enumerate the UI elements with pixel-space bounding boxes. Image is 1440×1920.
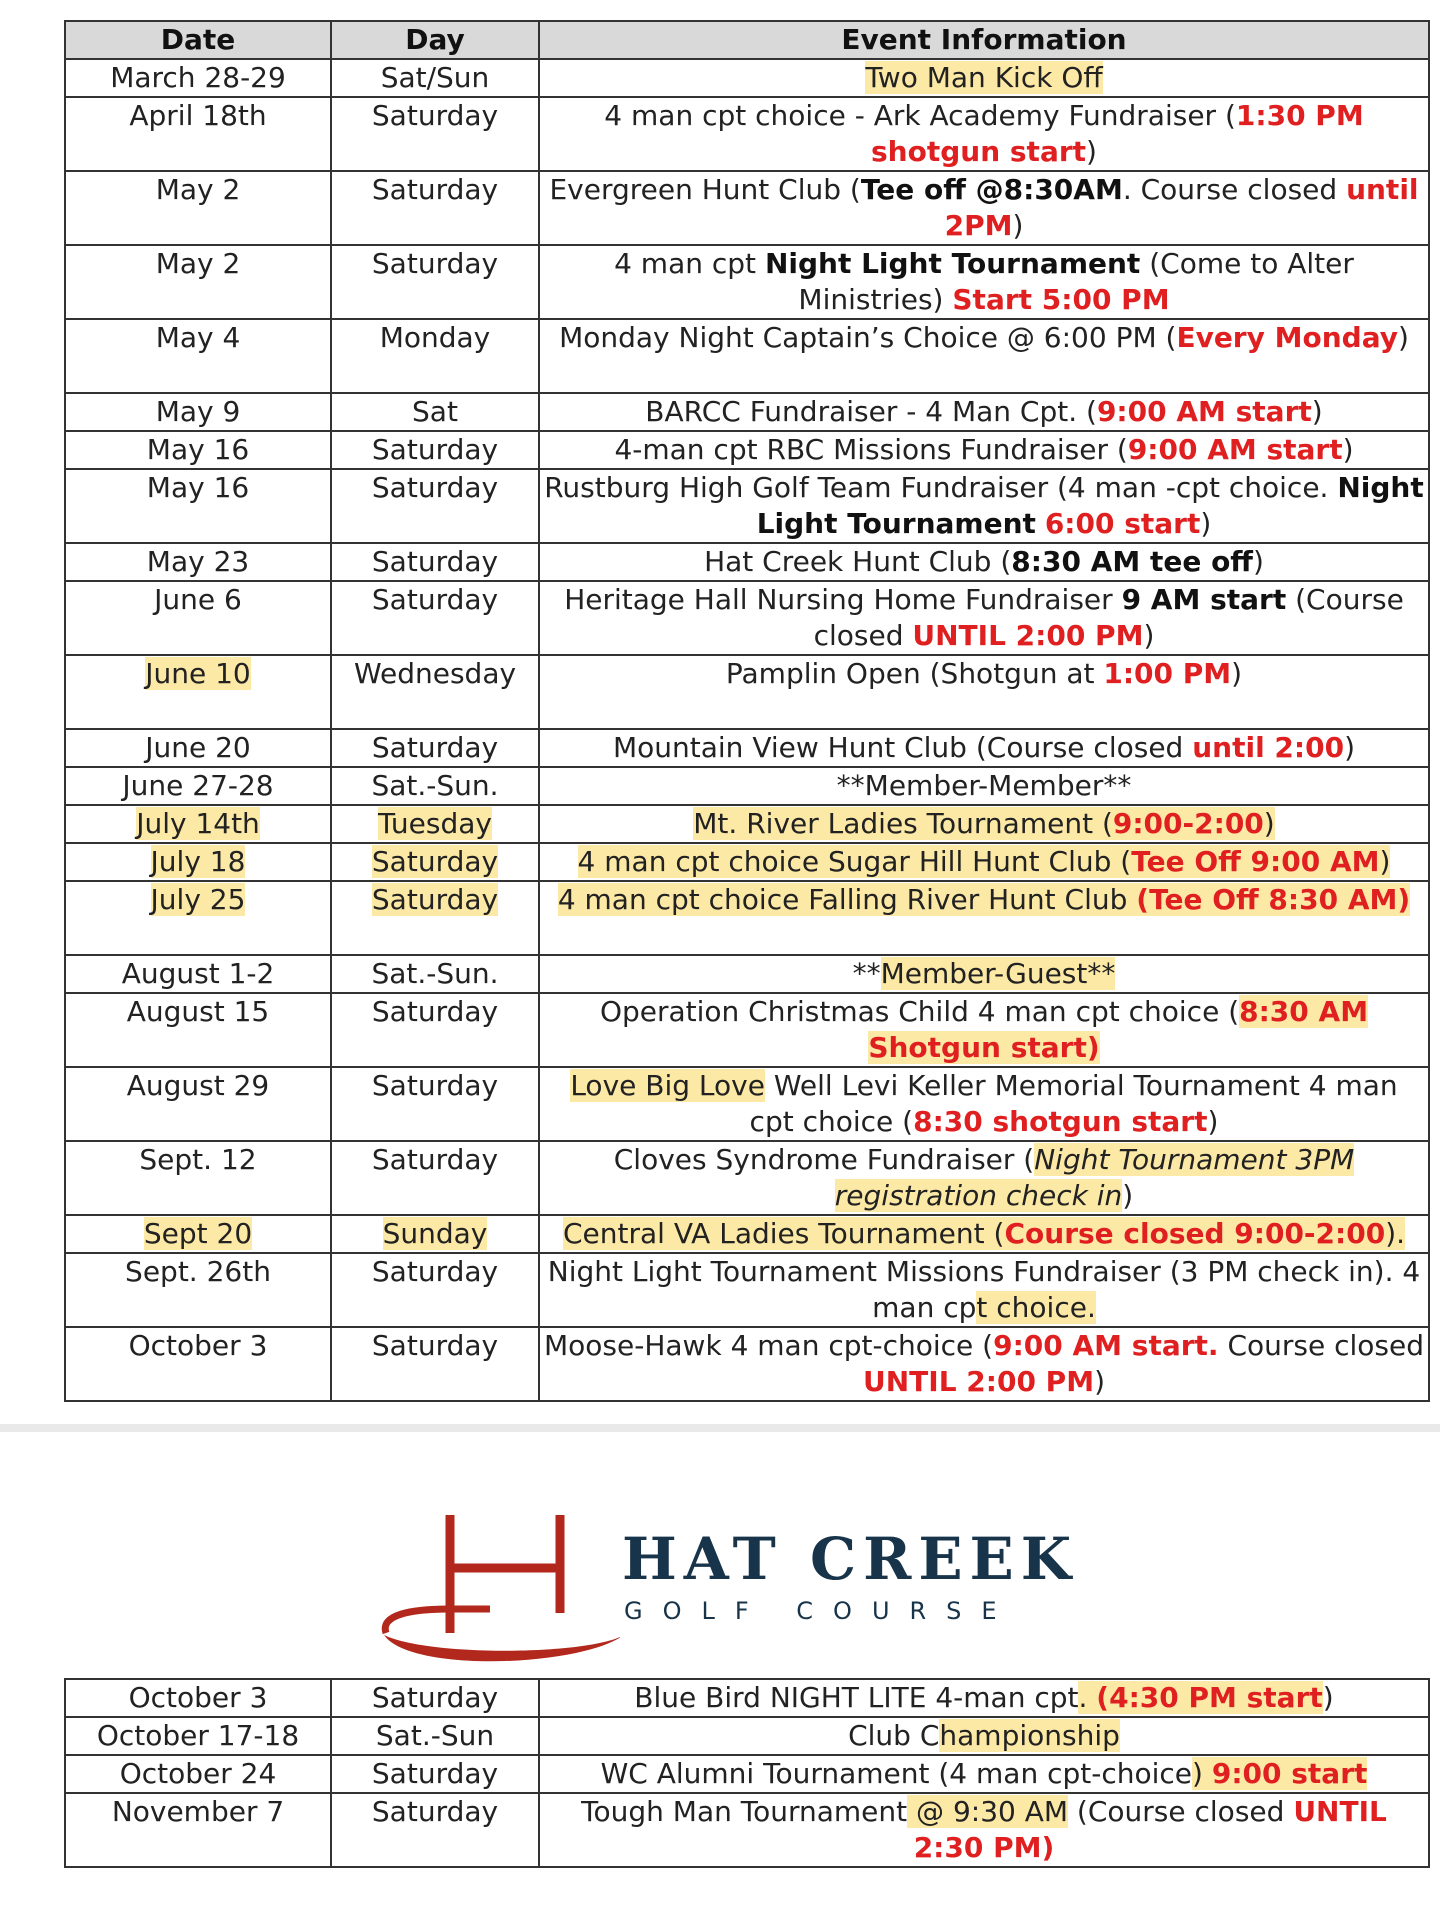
event-title: Night Light Tournament <box>756 471 1424 540</box>
date-cell: October 24 <box>65 1755 331 1793</box>
event-time: 8:30 AM Shotgun start) <box>868 995 1369 1064</box>
table-row <box>65 1793 1429 1867</box>
day-cell: Sat.-Sun. <box>331 955 539 993</box>
event-text: Rustburg High Golf Team Fundraiser (4 man -cpt choice. <box>544 471 1338 504</box>
event-text: ) <box>1397 321 1409 354</box>
event-text: ) <box>1311 395 1323 428</box>
event-text: Blue Bird NIGHT LITE 4-man cpt <box>634 1681 1079 1714</box>
logo-title: HAT CREEK <box>622 1525 1079 1593</box>
event-text: ). <box>1385 1217 1406 1250</box>
table-row <box>65 171 1429 245</box>
day-text: Sunday <box>382 1217 488 1250</box>
event-cell <box>539 1215 1429 1253</box>
event-time: 9:00 AM start <box>1127 433 1343 466</box>
event-text: ) <box>1012 209 1024 242</box>
event-text: Monday Night Captain’s Choice @ 6:00 PM ( <box>559 321 1177 354</box>
table-row <box>65 319 1429 393</box>
event-time: until 2:00 <box>1192 731 1345 764</box>
event-cell <box>539 881 1429 955</box>
event-text: Mt. River Ladies Tournament ( <box>693 807 1113 840</box>
event-cell <box>539 469 1429 543</box>
date-cell <box>65 1215 331 1253</box>
event-text: Tough Man Tournament <box>581 1795 908 1828</box>
event-text: ) <box>1192 1757 1212 1790</box>
event-text: Cloves Syndrome Fundraiser ( <box>613 1143 1035 1176</box>
day-cell: Saturday <box>331 1327 539 1401</box>
event-text: Evergreen Hunt Club ( <box>549 173 861 206</box>
event-time: Night Tournament 3PM registration check in <box>834 1143 1355 1212</box>
event-text: WC Alumni Tournament (4 man cpt-choice <box>600 1757 1193 1790</box>
table-row <box>65 1253 1429 1327</box>
date-cell: May 4 <box>65 319 331 393</box>
event-text: 4 man cpt choice - Ark Academy Fundraiser ( <box>604 99 1236 132</box>
event-text: ** <box>852 957 881 990</box>
event-text: ) <box>1086 135 1097 168</box>
day-cell: Saturday <box>331 171 539 245</box>
event-time: 9:00-2:00 <box>1112 807 1264 840</box>
header-day: Day <box>331 21 539 59</box>
date-cell: August 29 <box>65 1067 331 1141</box>
date-cell: October 3 <box>65 1327 331 1401</box>
date-text: July 14th <box>136 807 260 840</box>
date-cell: June 20 <box>65 729 331 767</box>
date-cell: April 18th <box>65 97 331 171</box>
event-time: until 2PM <box>944 173 1419 242</box>
event-time: Course closed 9:00-2:00 <box>1004 1217 1386 1250</box>
event-cell <box>539 1327 1429 1401</box>
date-cell: Sept. 12 <box>65 1141 331 1215</box>
event-text: ) <box>1207 1105 1219 1138</box>
day-text: Tuesday <box>378 807 492 840</box>
day-cell <box>331 1215 539 1253</box>
table-row <box>65 469 1429 543</box>
event-text: ) <box>1122 1179 1134 1212</box>
event-cell <box>539 805 1429 843</box>
event-time: Every Monday <box>1176 321 1398 354</box>
table-row <box>65 1755 1429 1793</box>
event-cell <box>539 543 1429 581</box>
header-date: Date <box>65 21 331 59</box>
table-header-row <box>65 21 1429 59</box>
date-cell: June 6 <box>65 581 331 655</box>
table-row <box>65 1327 1429 1401</box>
day-cell: Saturday <box>331 1679 539 1717</box>
date-cell: November 7 <box>65 1793 331 1867</box>
event-text: (Course closed <box>1068 1795 1294 1828</box>
event-cell <box>539 581 1429 655</box>
day-cell <box>331 843 539 881</box>
date-cell <box>65 843 331 881</box>
event-text: Pamplin Open (Shotgun at <box>725 657 1104 690</box>
event-title: Night Light Tournament <box>764 247 1141 280</box>
event-time: UNTIL 2:00 PM <box>912 619 1144 652</box>
day-cell: Saturday <box>331 1141 539 1215</box>
table-row <box>65 245 1429 319</box>
table-row <box>65 881 1429 955</box>
day-cell <box>331 805 539 843</box>
event-cell <box>539 655 1429 729</box>
table-row <box>65 767 1429 805</box>
date-cell: May 23 <box>65 543 331 581</box>
table-row <box>65 1141 1429 1215</box>
event-text: Hat Creek Hunt Club ( <box>704 545 1012 578</box>
day-cell: Sat/Sun <box>331 59 539 97</box>
event-text: BARCC Fundraiser - 4 Man Cpt. ( <box>645 395 1097 428</box>
event-time: Tee off @8:30AM <box>860 173 1123 206</box>
day-cell: Sat.-Sun <box>331 1717 539 1755</box>
event-text: Mountain View Hunt Club (Course closed <box>612 731 1193 764</box>
table-row <box>65 581 1429 655</box>
event-time: 9:00 AM start. <box>993 1329 1219 1362</box>
logo-subtitle: GOLF COURSE <box>624 1597 1017 1625</box>
event-time: 8:30 AM tee off <box>1011 545 1253 578</box>
date-cell: May 9 <box>65 393 331 431</box>
event-cell <box>539 843 1429 881</box>
event-text: Moose-Hawk 4 man cpt-choice ( <box>544 1329 994 1362</box>
event-text: 4-man cpt RBC Missions Fundraiser ( <box>614 433 1128 466</box>
date-cell <box>65 805 331 843</box>
event-cell <box>539 993 1429 1067</box>
table-row <box>65 1067 1429 1141</box>
table-row <box>65 993 1429 1067</box>
event-text: ) <box>1342 433 1354 466</box>
table-row <box>65 843 1429 881</box>
day-cell: Wednesday <box>331 655 539 729</box>
hat-creek-emblem-icon <box>380 1505 620 1665</box>
event-text: Two Man Kick Off <box>865 61 1103 94</box>
table-row <box>65 805 1429 843</box>
event-time: @ 9:30 AM <box>907 1795 1069 1828</box>
date-text: July 18 <box>150 845 246 878</box>
event-text: Heritage Hall Nursing Home Fundraiser <box>564 583 1122 616</box>
event-time: 6:00 start <box>1044 507 1201 540</box>
day-cell <box>331 881 539 955</box>
event-text: t choice. <box>976 1291 1096 1324</box>
event-text: ) <box>1200 507 1212 540</box>
date-cell: Sept. 26th <box>65 1253 331 1327</box>
event-cell <box>539 1253 1429 1327</box>
event-text: Club C <box>848 1719 940 1752</box>
event-time: Tee Off 9:00 AM <box>1131 845 1380 878</box>
event-text: ) <box>1253 545 1264 578</box>
date-cell: August 1-2 <box>65 955 331 993</box>
event-text: Well Levi Keller Memorial Tournament 4 man cpt choice ( <box>749 1069 1398 1138</box>
event-cell <box>539 1793 1429 1867</box>
event-text: (Course closed <box>813 583 1404 652</box>
event-text: (Come to Alter Ministries) <box>798 247 1354 316</box>
event-cell <box>539 729 1429 767</box>
day-text: Saturday <box>371 845 499 878</box>
date-cell: May 16 <box>65 431 331 469</box>
event-text: ) <box>1344 731 1356 764</box>
event-cell <box>539 245 1429 319</box>
day-cell: Sat.-Sun. <box>331 767 539 805</box>
table-row <box>65 1215 1429 1253</box>
event-time: (4:30 PM start <box>1096 1681 1323 1714</box>
date-cell: March 28-29 <box>65 59 331 97</box>
event-cell <box>539 1141 1429 1215</box>
event-time: UNTIL 2:30 PM) <box>913 1795 1387 1864</box>
day-cell: Saturday <box>331 543 539 581</box>
event-time: 1:30 PM shotgun start <box>871 99 1364 168</box>
day-cell: Saturday <box>331 1793 539 1867</box>
event-time: UNTIL 2:00 PM <box>863 1365 1095 1398</box>
event-cell <box>539 955 1429 993</box>
event-text: Course closed <box>1218 1329 1425 1362</box>
event-text: ) <box>1143 619 1155 652</box>
event-cell <box>539 319 1429 393</box>
event-text: Central VA Ladies Tournament ( <box>562 1217 1005 1250</box>
table-row <box>65 729 1429 767</box>
event-text: . Course closed <box>1122 173 1347 206</box>
day-cell: Saturday <box>331 1067 539 1141</box>
table-row <box>65 97 1429 171</box>
table-row <box>65 59 1429 97</box>
event-time: 1:00 PM <box>1103 657 1232 690</box>
event-text: ) <box>1379 845 1391 878</box>
hat-creek-logo <box>380 1505 1080 1665</box>
event-text: 4 man cpt <box>614 247 765 280</box>
event-cell <box>539 393 1429 431</box>
event-schedule-table-continued <box>64 1678 1430 1868</box>
event-cell <box>539 767 1429 805</box>
day-cell: Saturday <box>331 469 539 543</box>
event-text: 4 man cpt choice Falling River Hunt Club <box>557 883 1137 916</box>
day-cell: Monday <box>331 319 539 393</box>
date-cell: October 17-18 <box>65 1717 331 1755</box>
table-row <box>65 543 1429 581</box>
table-row <box>65 955 1429 993</box>
event-time: (Tee Off 8:30 AM) <box>1136 883 1411 916</box>
event-cell <box>539 97 1429 171</box>
page-divider <box>0 1424 1440 1432</box>
table-row <box>65 393 1429 431</box>
date-cell: August 15 <box>65 993 331 1067</box>
event-text <box>1036 507 1045 540</box>
event-time: 8:30 shotgun start <box>913 1105 1208 1138</box>
date-cell <box>65 881 331 955</box>
event-cell <box>539 431 1429 469</box>
date-text: June 10 <box>145 657 251 690</box>
day-cell: Saturday <box>331 1755 539 1793</box>
day-cell: Saturday <box>331 993 539 1067</box>
event-text: . <box>1078 1681 1097 1714</box>
event-text: Love Big Love <box>570 1069 765 1102</box>
event-text: hampionship <box>939 1719 1120 1752</box>
date-cell: October 3 <box>65 1679 331 1717</box>
event-cell <box>539 1755 1429 1793</box>
event-schedule-table <box>64 20 1430 1402</box>
event-text: Operation Christmas Child 4 man cpt choice ( <box>599 995 1240 1028</box>
event-cell <box>539 1717 1429 1755</box>
day-cell: Saturday <box>331 97 539 171</box>
event-text: ) <box>1094 1365 1105 1398</box>
event-text: ) <box>1231 657 1243 690</box>
event-time: 9 AM start <box>1121 583 1287 616</box>
day-cell: Saturday <box>331 431 539 469</box>
day-cell: Saturday <box>331 581 539 655</box>
table-row <box>65 1717 1429 1755</box>
date-cell: June 27-28 <box>65 767 331 805</box>
event-text: 4 man cpt choice Sugar Hill Hunt Club ( <box>577 845 1132 878</box>
event-cell <box>539 59 1429 97</box>
table-row <box>65 1679 1429 1717</box>
event-cell <box>539 1067 1429 1141</box>
event-text: ) <box>1263 807 1275 840</box>
event-time: Start 5:00 PM <box>952 283 1170 316</box>
header-event: Event Information <box>539 21 1429 59</box>
day-cell: Sat <box>331 393 539 431</box>
date-cell <box>65 655 331 729</box>
day-cell: Saturday <box>331 729 539 767</box>
event-time: 9:00 start <box>1211 1757 1368 1790</box>
event-cell <box>539 171 1429 245</box>
day-cell: Saturday <box>331 245 539 319</box>
date-cell: May 16 <box>65 469 331 543</box>
date-cell: May 2 <box>65 245 331 319</box>
table-row <box>65 655 1429 729</box>
event-text: **Member-Member** <box>836 769 1132 802</box>
date-cell: May 2 <box>65 171 331 245</box>
event-cell <box>539 1679 1429 1717</box>
date-text: July 25 <box>150 883 246 916</box>
date-text: Sept 20 <box>143 1217 253 1250</box>
table-row <box>65 431 1429 469</box>
event-text: Member-Guest** <box>880 957 1116 990</box>
event-time: 9:00 AM start <box>1096 395 1312 428</box>
day-cell: Saturday <box>331 1253 539 1327</box>
event-text: ) <box>1322 1681 1334 1714</box>
event-text: Night Light Tournament Missions Fundraiser (3 PM check in). 4 man cp <box>547 1255 1421 1324</box>
day-text: Saturday <box>371 883 499 916</box>
